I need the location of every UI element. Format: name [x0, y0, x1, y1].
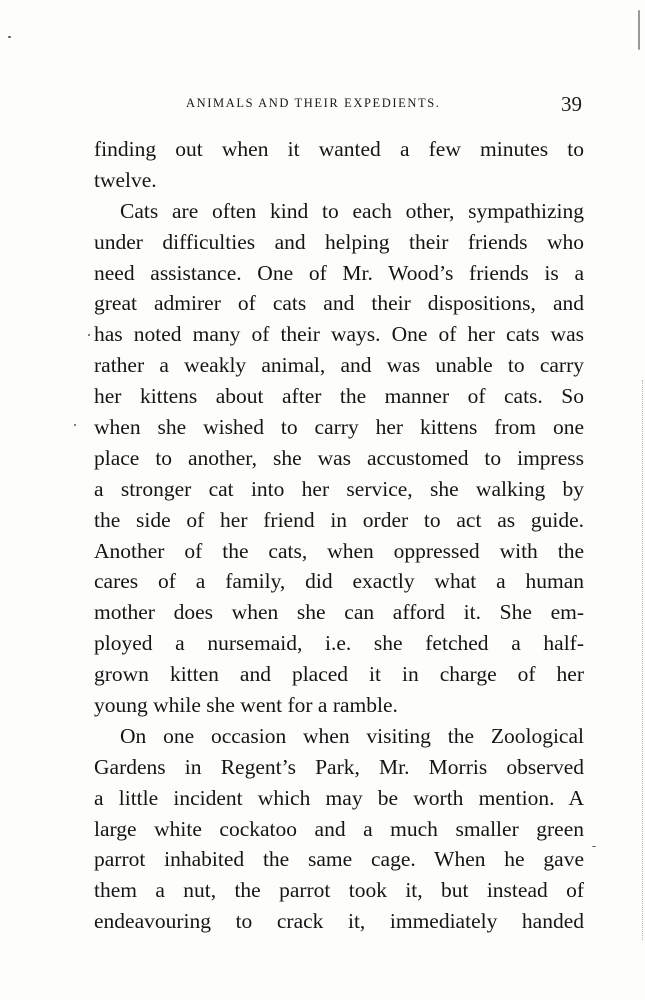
- text-line: grown kitten and placed it in charge of her: [94, 662, 584, 687]
- page-number: 39: [561, 92, 582, 116]
- text-line: endeavouring to crack it, immediately handed: [94, 909, 584, 934]
- text-line: mother does when she can afford it. She em-: [94, 600, 584, 625]
- text-line: her kittens about after the manner of cats. So: [94, 384, 584, 409]
- ink-speck: [592, 846, 596, 847]
- text-line: the side of her friend in order to act as guide.: [94, 507, 584, 532]
- body-text: [94, 134, 584, 937]
- page-edge-mark: [641, 380, 643, 940]
- text-line: under difficulties and helping their friends who: [94, 229, 584, 254]
- text-line: large white cockatoo and a much smaller green: [94, 816, 584, 841]
- ink-speck: [638, 10, 640, 50]
- page-header: [94, 92, 586, 118]
- text-line: twelve.: [94, 167, 157, 192]
- ink-speck: [8, 36, 11, 38]
- text-line: cares of a family, did exactly what a human: [94, 569, 584, 594]
- text-line: great admirer of cats and their dispositions, and: [94, 291, 584, 316]
- text-line: Another of the cats, when oppressed with the: [94, 538, 584, 563]
- text-line: has noted many of their ways. One of her cats was: [94, 322, 584, 347]
- text-line: Gardens in Regent’s Park, Mr. Morris observed: [94, 754, 584, 779]
- text-line: place to another, she was accustomed to impress: [94, 445, 584, 470]
- text-line: finding out when it wanted a few minutes to: [94, 137, 584, 161]
- ink-speck: [74, 424, 76, 426]
- running-head: ANIMALS AND THEIR EXPEDIENTS.: [186, 96, 441, 110]
- text-line: Cats are often kind to each other, sympathizing: [120, 198, 584, 223]
- text-line: parrot inhabited the same cage. When he gave: [94, 847, 584, 872]
- text-line: rather a weakly animal, and was unable to carry: [94, 353, 584, 378]
- text-line: a stronger cat into her service, she walking by: [94, 476, 584, 501]
- text-line: On one occasion when visiting the Zoological: [120, 723, 584, 748]
- text-line: need assistance. One of Mr. Wood’s friends is a: [94, 260, 584, 285]
- text-line: a little incident which may be worth mention. A: [94, 785, 584, 810]
- text-line: when she wished to carry her kittens from one: [94, 415, 584, 440]
- ink-speck: [88, 334, 90, 336]
- text-line: young while she went for a ramble.: [94, 693, 398, 718]
- text-line: them a nut, the parrot took it, but instead of: [94, 878, 584, 903]
- text-line: ployed a nursemaid, i.e. she fetched a half-: [94, 631, 584, 656]
